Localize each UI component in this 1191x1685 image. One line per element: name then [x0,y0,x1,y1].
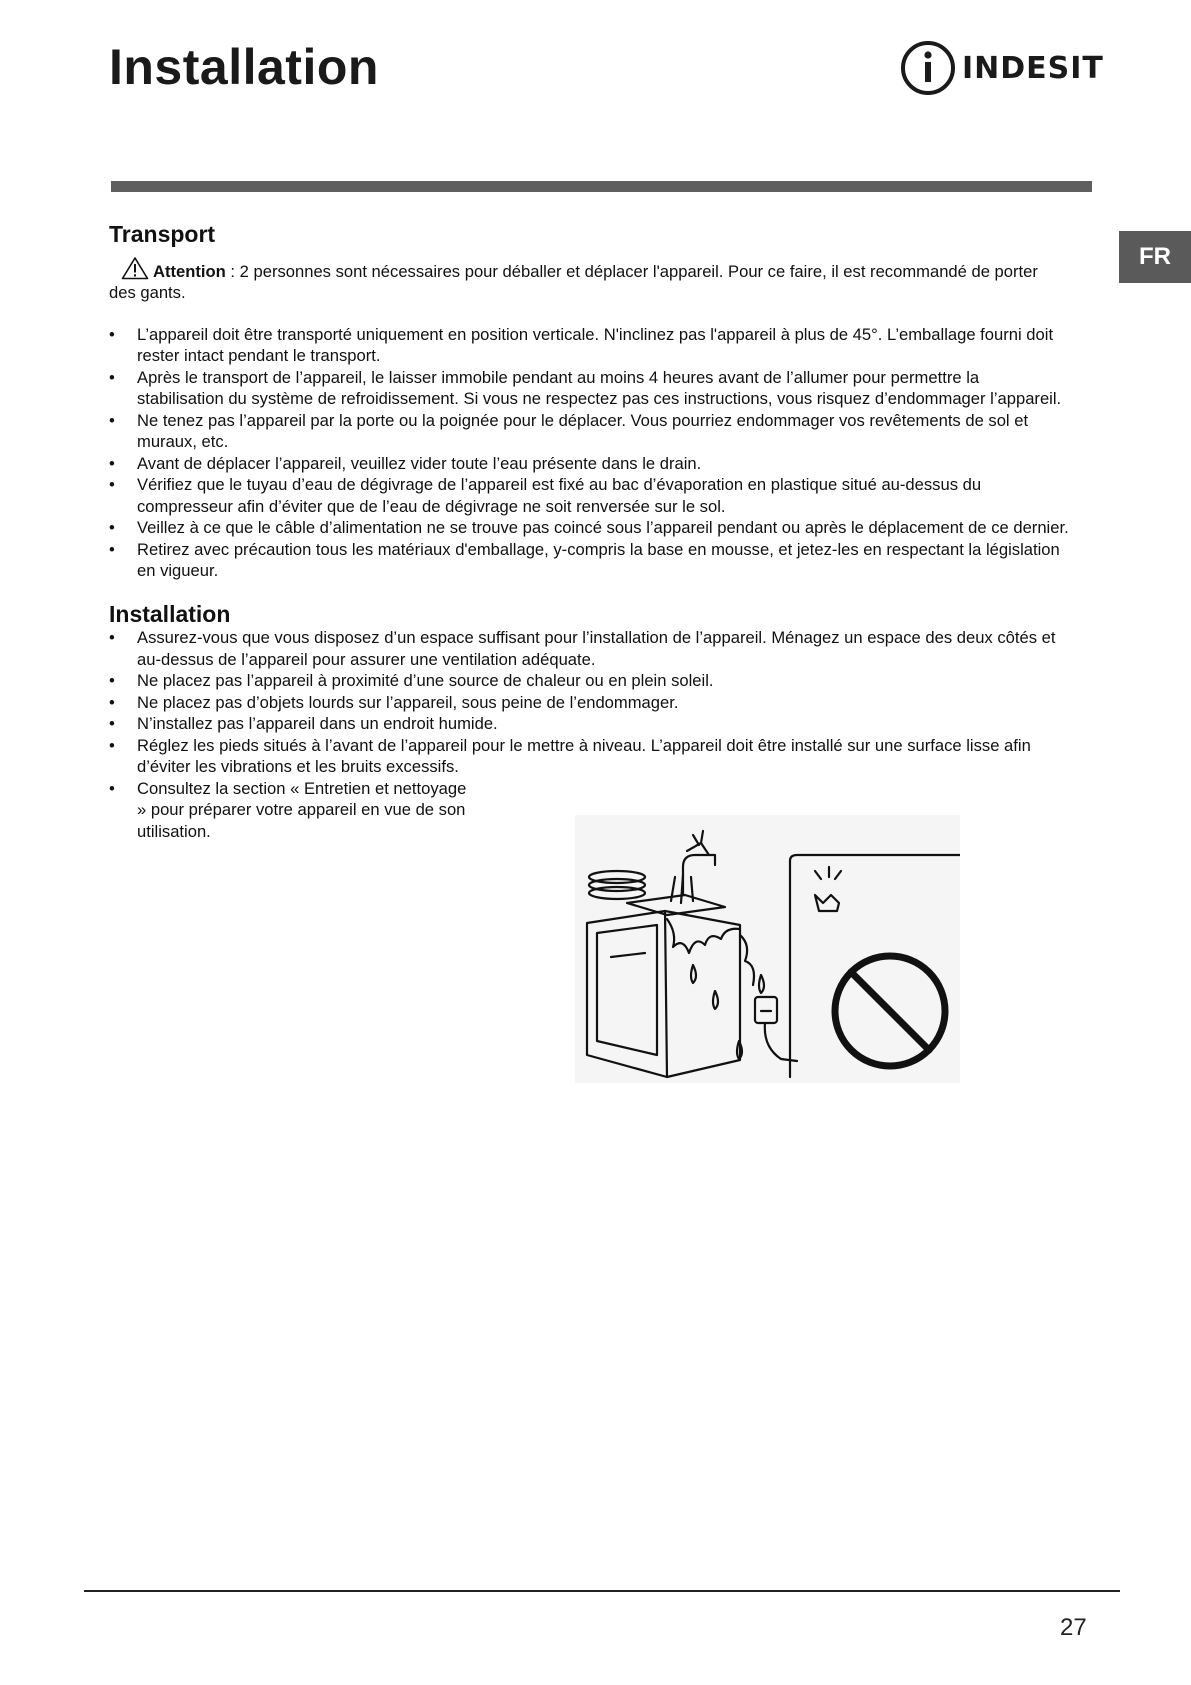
list-item: • Retirez avec précaution tous les matériaux d'emballage, y-compris la base en mousse, et jetez-les en respectant la législation en vigueur. [109,539,1069,582]
list-item: • Consultez la section « Entretien et nettoyage » pour préparer votre appareil en vue de son utilisation. [109,778,467,843]
list-item: • Ne tenez pas l’appareil par la porte ou la poignée pour le déplacer. Vous pourriez endommager vos revêtements de sol et muraux, etc. [109,410,1069,453]
brand-name: INDESIT [962,50,1104,86]
page-number: 27 [1060,1614,1087,1641]
list-item: • L’appareil doit être transporté uniquement en position verticale. N'inclinez pas l'appareil à plus de 45°. L’emballage fourni doit rester intact pendant le transport. [109,324,1069,367]
list-item: • Vérifiez que le tuyau d’eau de dégivrage de l’appareil est fixé au bac d’évaporation en plastique situé au-dessus du compresseur afin d’éviter que de l’eau de dégivrage ne soit renversée sur le sol. [109,474,1069,517]
warning-triangle-icon [121,256,149,280]
transport-list [109,324,1069,582]
installation-section [109,600,1069,843]
list-item: • N’installez pas l’appareil dans un endroit humide. [109,713,1069,735]
indesit-logo-icon [900,40,956,96]
transport-section [109,221,1069,582]
list-item: • Veillez à ce que le câble d’alimentation ne se trouve pas coincé sous l’appareil pendant ou après le déplacement de ce dernier. [109,517,1069,539]
list-item: • Ne placez pas d’objets lourds sur l’appareil, sous peine de l’endommager. [109,692,1069,714]
list-item: • Assurez-vous que vous disposez d’un espace suffisant pour l’installation de l’appareil. Ménagez un espace des deux côtés et au-dessus de l’appareil pour assurer une ventilation adéquate. [109,627,1069,670]
list-item: • Après le transport de l’appareil, le laisser immobile pendant au moins 4 heures avant de l’allumer pour permettre la stabilisation du système de refroidissement. Si vous ne respectez pas ces instructions, vous risquez d’endommager l’appareil. [109,367,1069,410]
footer-divider [84,1590,1120,1592]
header-divider [111,181,1092,192]
installation-list [109,627,1069,842]
no-water-near-appliance-illustration [575,815,960,1083]
list-item: • Avant de déplacer l’appareil, veuillez vider toute l’eau présente dans le drain. [109,453,1069,475]
attention-text: : 2 personnes sont nécessaires pour déballer et déplacer l'appareil. Pour ce faire, il est recommandé de porter des gants. [109,261,1038,302]
installation-heading: Installation [109,600,231,627]
main-content [109,221,1069,842]
page-title: Installation [109,39,379,95]
list-item: • Ne placez pas l’appareil à proximité d’une source de chaleur ou en plein soleil. [109,670,1069,692]
brand-logo [900,38,1104,98]
list-item: • Réglez les pieds situés à l’avant de l’appareil pour le mettre à niveau. L’appareil doit être installé sur une surface lisse afin d’éviter les vibrations et les bruits excessifs. [109,735,1069,778]
language-tab: FR [1119,231,1191,283]
transport-heading: Transport [109,221,216,247]
attention-note [109,256,1069,304]
attention-label: Attention [153,261,226,281]
